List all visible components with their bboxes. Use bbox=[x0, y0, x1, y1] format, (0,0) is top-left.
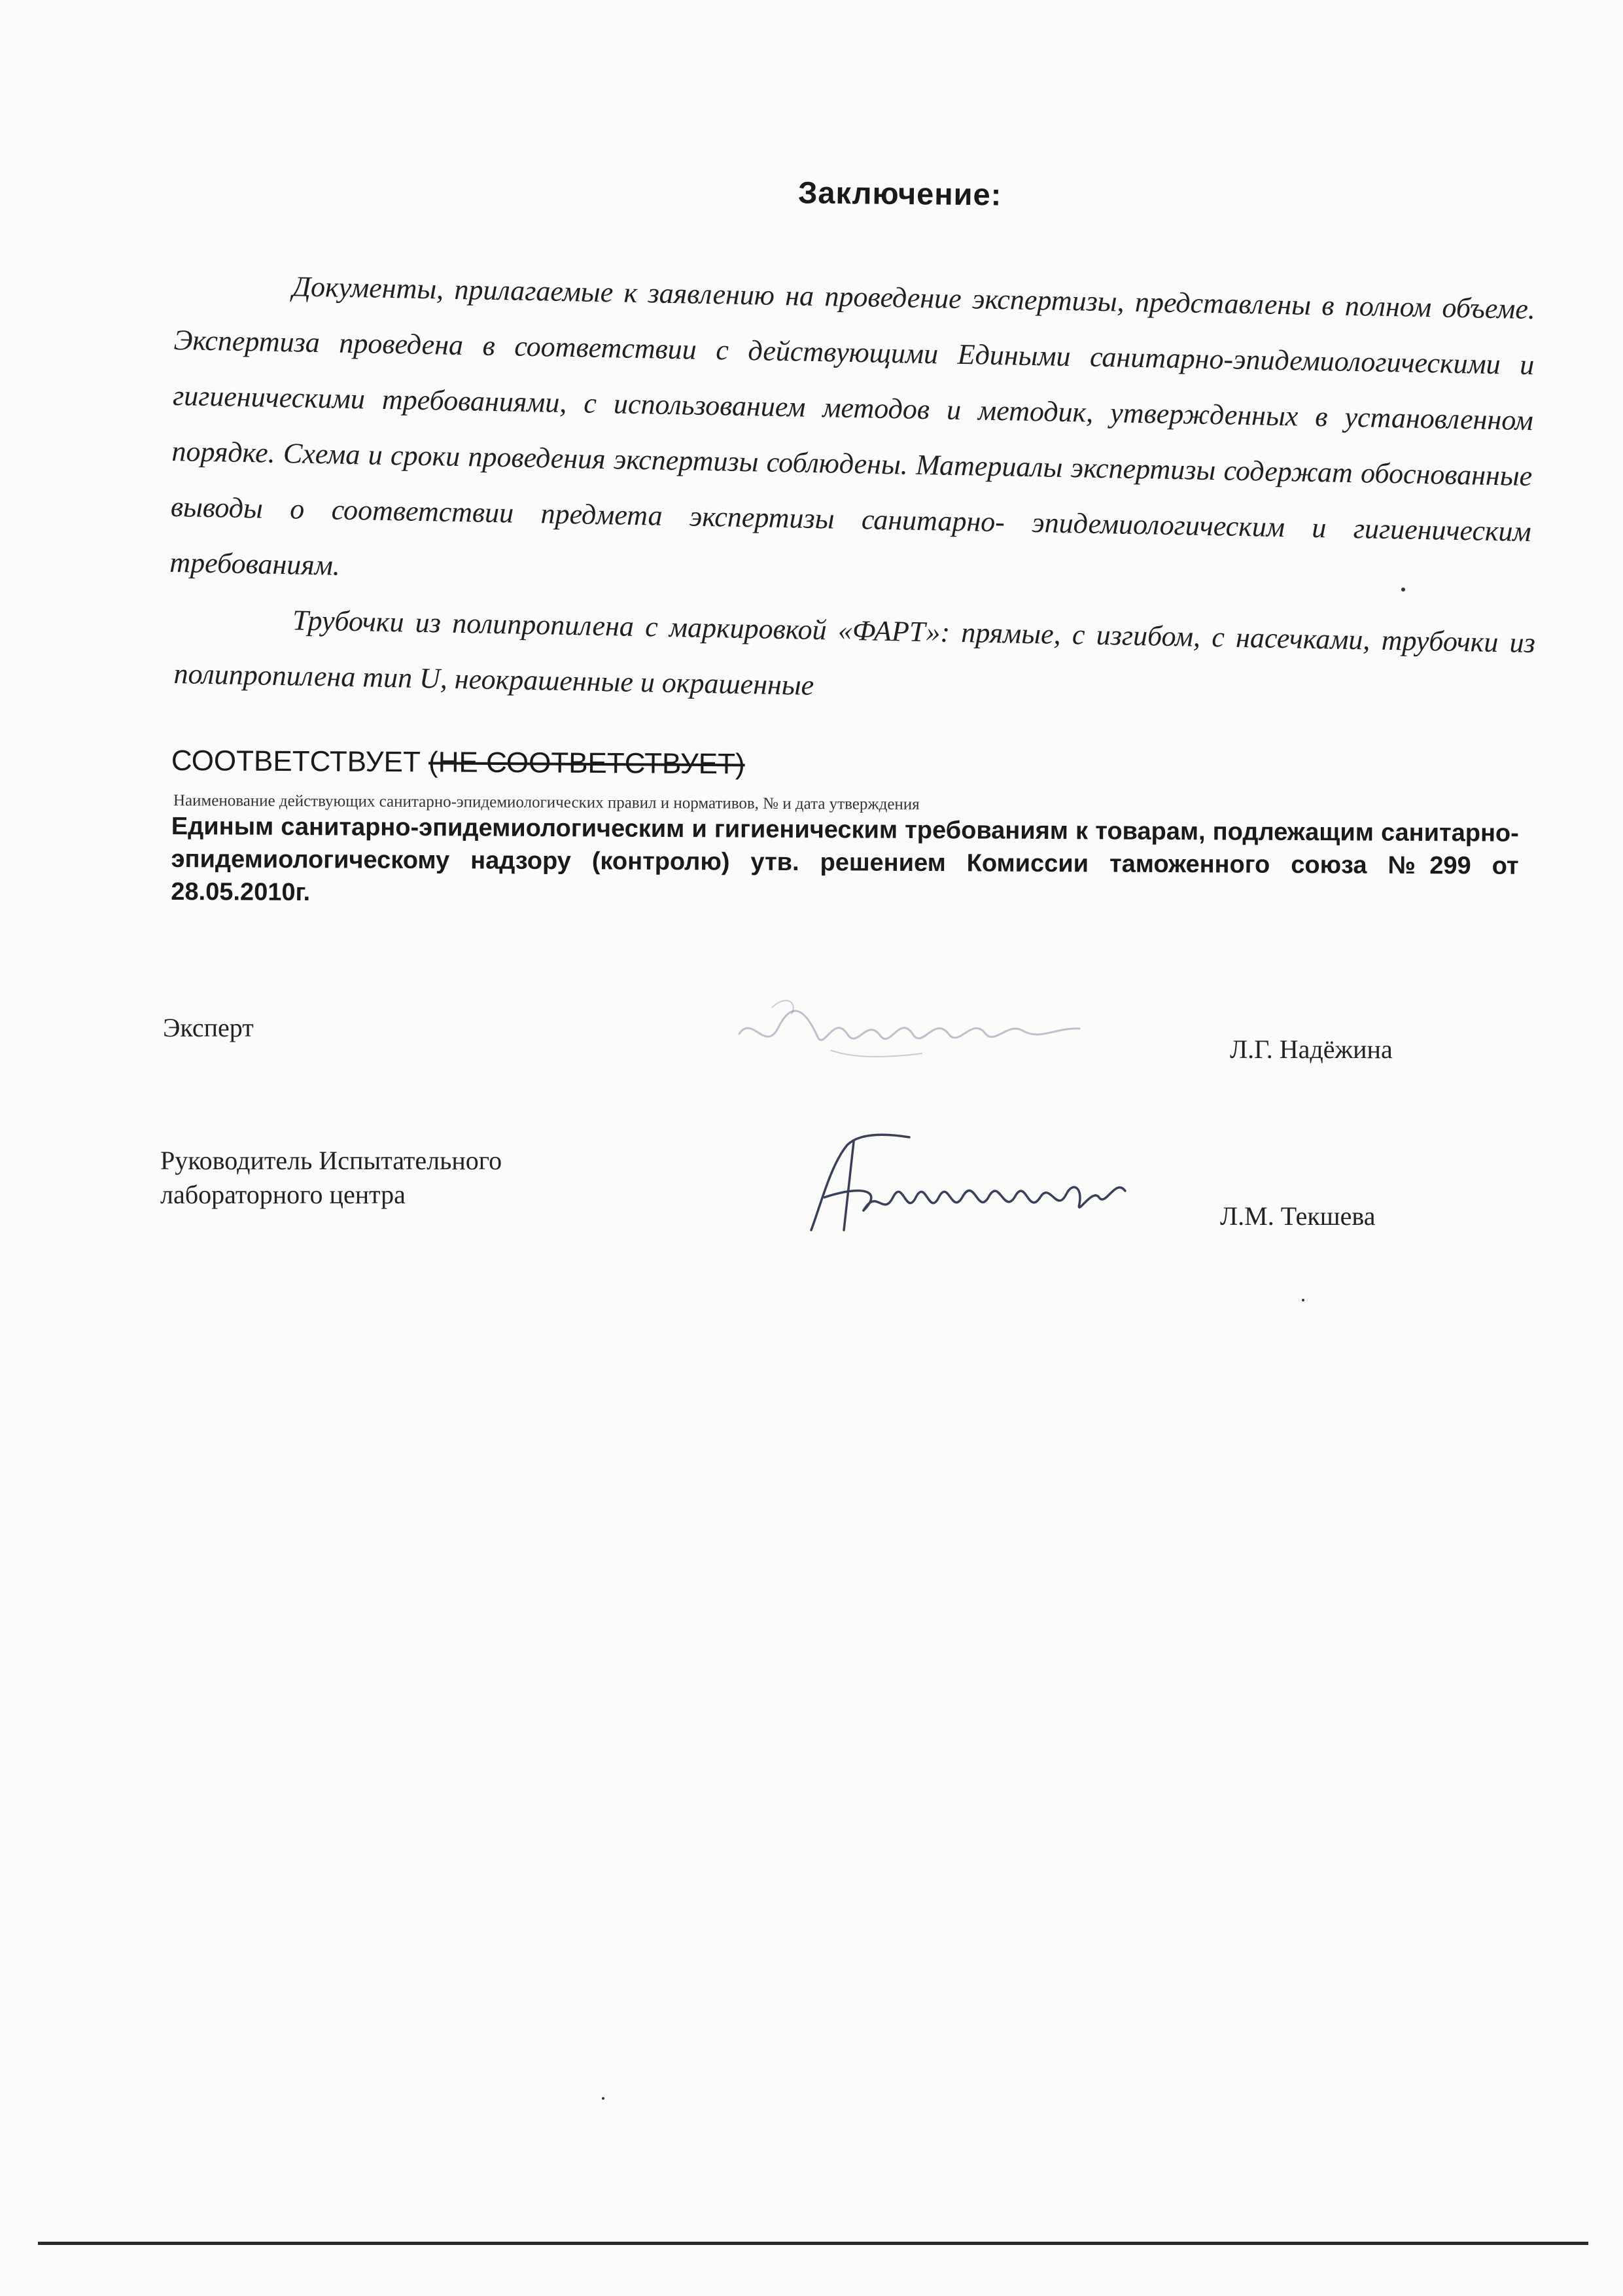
expert-signature bbox=[726, 988, 1092, 1080]
verdict-negative-struck: (НЕ СООТВЕТСТВУЕТ) bbox=[428, 746, 745, 781]
product-description-paragraph: Трубочки из полипропилена с маркировкой «ФАРТ»: прямые, с изгибом, с насечками, трубочки из полипропилена тип U, неокрашенные и окрашенные bbox=[173, 604, 1536, 701]
verdict bbox=[171, 745, 745, 781]
norm-text: Единым санитарно-эпидемиологическим и гигиеническим требованиям к товарам, подлежащим санитарно-эпидемиологическому надзору (контролю) утв. решением Комиссии таможенного союза №299 от 28.05.2010г. bbox=[171, 813, 1519, 907]
scan-speck bbox=[602, 2097, 604, 2100]
scan-speck bbox=[1302, 1299, 1304, 1301]
head-label bbox=[160, 1144, 502, 1212]
head-label-line1: Руководитель Испытательного bbox=[160, 1146, 502, 1175]
verdict-positive: СООТВЕТСТВУЕТ bbox=[171, 745, 421, 779]
conclusion-paragraph: Документы, прилагаемые к заявлению на проведение экспертизы, представлены в полном объеме. Экспертиза проведена в соответствии с действующими Едиными санитарно-эпидемиологическими и гигиеническими требованиями, с использованием методов и методик, утвержденных в установленном порядке. Схема и сроки проведения экспертизы соблюдены. Материалы экспертизы содержат обоснованные выводы о соответствии предмета экспертизы санитарно- эпидемиологическим и гигиеническим требованиям. bbox=[169, 270, 1536, 582]
bottom-rule bbox=[38, 2242, 1588, 2245]
head-signature bbox=[785, 1125, 1151, 1243]
norm-caption: Наименование действующих санитарно-эпидемиологических правил и нормативов, № и дата утверждения bbox=[173, 792, 920, 813]
scan-speck bbox=[1401, 588, 1405, 592]
head-name: Л.М. Текшева bbox=[1220, 1201, 1376, 1231]
head-label-line2: лабораторного центра bbox=[160, 1180, 406, 1209]
expert-name: Л.Г. Надёжина bbox=[1230, 1034, 1393, 1064]
page-title: Заключение: bbox=[797, 175, 1002, 212]
expert-label: Эксперт bbox=[163, 1013, 254, 1042]
